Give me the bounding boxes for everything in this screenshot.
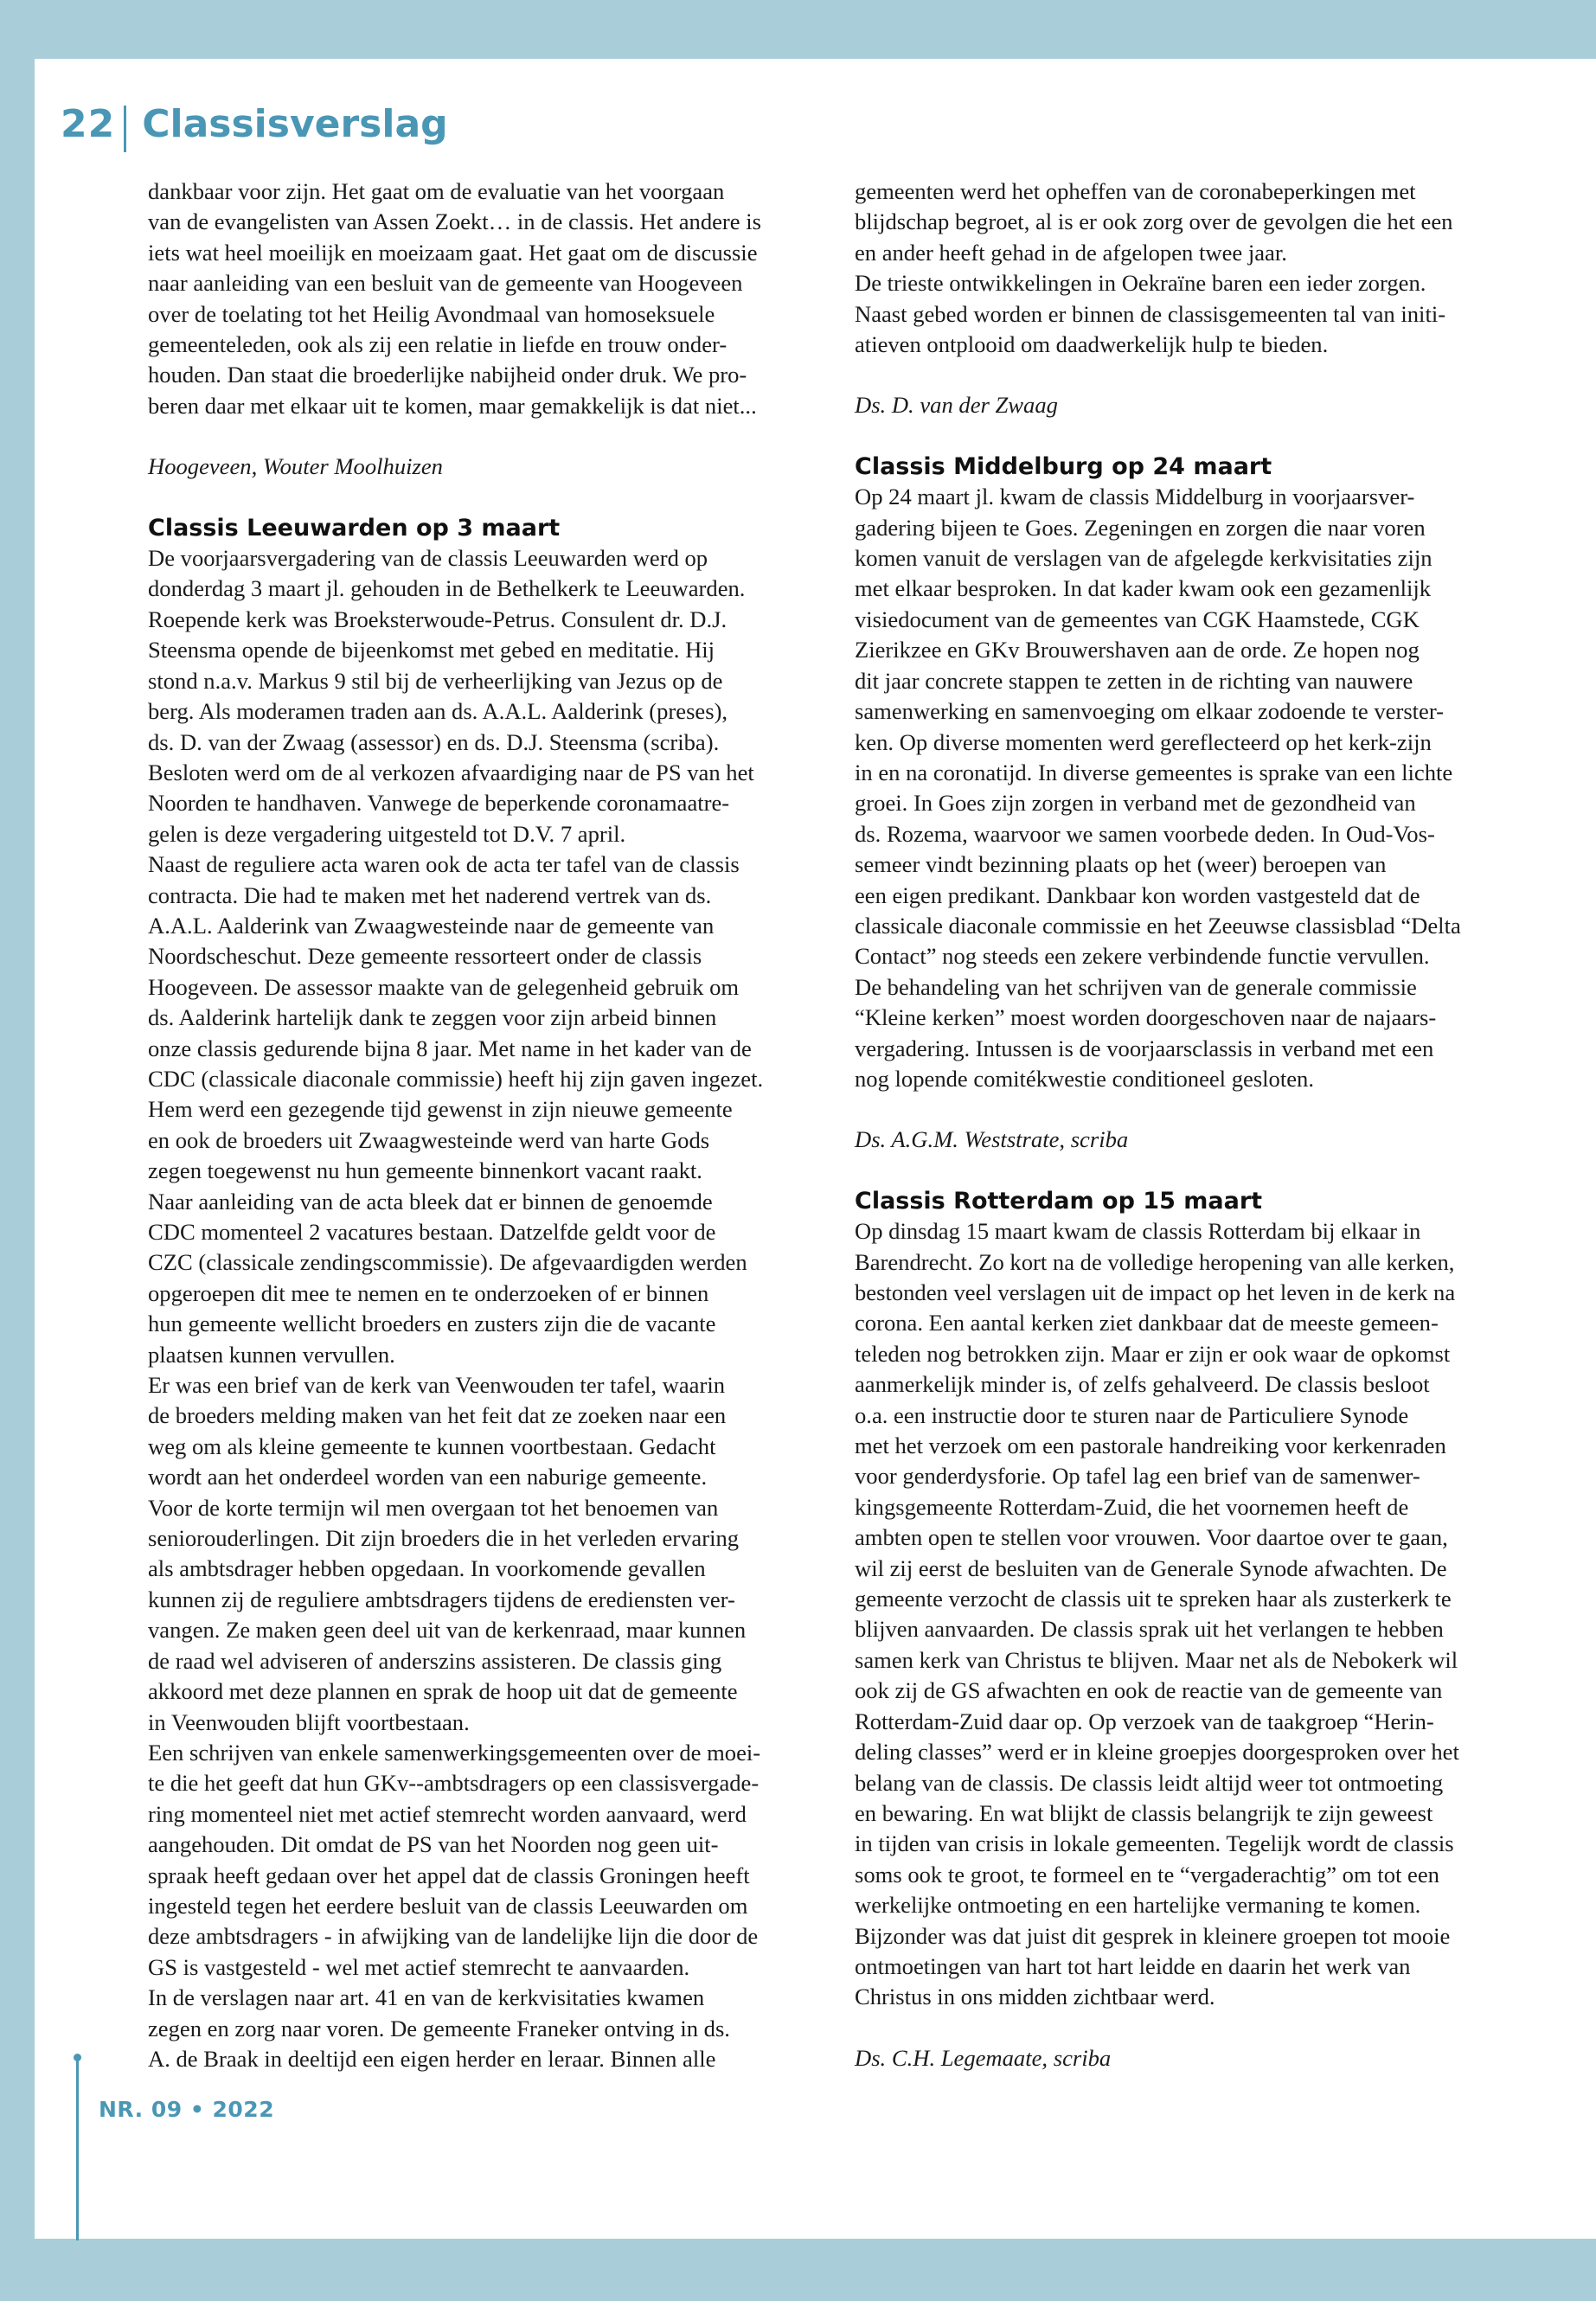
right-column [855, 176, 1514, 2104]
magazine-page [35, 59, 1596, 2239]
middelburg-heading: Classis Middelburg op 24 maart [855, 452, 1272, 480]
header-divider [124, 106, 126, 152]
page-number: 22 [61, 101, 116, 146]
issue-label: NR. 09 • 2022 [99, 2097, 275, 2122]
leeuwarden-heading: Classis Leeuwarden op 3 maart [148, 514, 561, 542]
rotterdam-text: Op dinsdag 15 maart kwam de classis Rotterdam bij elkaar in Barendrecht. Zo kort na de volledige heropening van alle kerken, bestonden veel verslagen uit de impact op het leven in de kerk na corona. Een aantal kerken ziet dankbaar dat de meeste gemeen- teleden nog betrokken zijn. Maar er zijn er ook waar de opkomst aanmerkelijk minder is, of zelfs gehalveerd. De classis besloot o.a. een instructie door te sturen naar de Particuliere Synode met het verzoek om een pastorale handreiking voor kerkenraden voor genderdysforie. Op tafel lag een brief van de samenwer- kingsgemeente Rotterdam-Zuid, die het voornemen heeft de ambten open te stellen voor vrouwen. Voor daartoe over te gaan, wil zij eerst de besluiten van de Generale Synode afwachten. De gemeente verzocht de classis uit te spreken haar als zusterkerk te blijven aanvaarden. De classis sprak uit het verlangen te hebben samen kerk van Christus te blijven. Maar net als de Nebokerk wil ook zij de GS afwachten en ook de reactie van de gemeente van Rotterdam-Zuid daar op. Op verzoek van de taakgroep “Herin- deling classes” werd er in kleine groepjes doorgesproken over het belang van de classis. De classis leidt altijd weer tot ontmoeting en bewaring. En wat blijkt de classis belangrijk te zijn geweest in tijden van crisis in lokale gemeenten. Tegelijk wordt de classis soms ook te groot, te formeel en te “vergaderachtig” om tot een werkelijke ontmoeting en een hartelijke vermaning te komen. Bijzonder was dat juist dit gesprek in kleinere groepen tot mooie ontmoetingen van hart tot hart leidde en daarin het werk van Christus in ons midden zichtbaar werd. [855, 1218, 1459, 2010]
intro-text: dankbaar voor zijn. Het gaat om de evaluatie van het voorgaan van de evangelisten van Assen Zoekt… in de classis. Het andere is iets wat heel moeilijk en moeizaam gaat. Het gaat om de discussie naar aanleiding van een besluit van de gemeente van Hoogeveen over de toelating tot het Heilig Avondmaal van homoseksuele gemeenteleden, ook als zij een relatie in liefde en trouw onder- houden. Dan staat die broederlijke nabijheid onder druk. We pro- beren daar met elkaar uit te komen, maar gemakkelijk is dat niet... [148, 178, 761, 419]
leeuwarden-signature: Ds. D. van der Zwaag [855, 392, 1058, 419]
middelburg-text: Op 24 maart jl. kwam de classis Middelburg in voorjaarsver- gadering bijeen te Goes. Zegeningen en zorgen die naar voren komen vanuit de verslagen van de afgelegde kerkvisitaties zijn met elkaar besproken. In dat kader kwam ook een gezamenlijk visiedocument van de gemeentes van CGK Haamstede, CGK Zierikzee en GKv Brouwershaven aan de orde. Ze hopen nog dit jaar concrete stappen te zetten in de richting van nauwere samenwerking en samenvoeging om elkaar zodoende te verster- ken. Op diverse momenten werd gereflecteerd op het kerk-zijn in en na coronatijd. In diverse gemeentes is sprake van een lichte groei. In Goes zijn zorgen in verband met de gezondheid van ds. Rozema, waarvoor we samen voorbede deden. In Oud-Vos- semeer vindt bezinning plaats op het (weer) beroepen van een eigen predikant. Dankbaar kon worden vastgesteld dat de classicale diaconale commissie en het Zeeuwse classisblad “Delta Contact” nog steeds een zekere verbindende functie vervullen. De behandeling van het schrijven van de generale commissie “Kleine kerken” moest worden doorgeschoven naar de najaars- vergadering. Intussen is de voorjaarsclassis in verband met een nog lopende comitékwestie conditioneel gesloten. [855, 484, 1461, 1092]
left-column [148, 176, 807, 2074]
page-header [61, 93, 448, 154]
rotterdam-heading: Classis Rotterdam op 15 maart [855, 1187, 1263, 1215]
leeuwarden-continued-text: gemeenten werd het opheffen van de coronabeperkingen met blijdschap begroet, al is er ook zorg over de gevolgen die het een en ander heeft gehad in de afgelopen twee jaar. De trieste ontwikkelingen in Oekraïne baren een ieder zorgen. Naast gebed worden er binnen de classisgemeenten tal van initi- atieven ontplooid om daadwerkelijk hulp te bieden. [855, 178, 1453, 358]
section-title: Classisverslag [142, 101, 448, 146]
leeuwarden-text: De voorjaarsvergadering van de classis Leeuwarden werd op donderdag 3 maart jl. gehouden in de Bethelkerk te Leeuwarden. Roepende kerk was Broeksterwoude-Petrus. Consulent dr. D.J. Steensma opende de bijeenkomst met gebed en meditatie. Hij stond n.a.v. Markus 9 stil bij de verheerlijking van Jezus op de berg. Als moderamen traden aan ds. A.A.L. Aalderink (preses), ds. D. van der Zwaag (assessor) en ds. D.J. Steensma (scriba). Besloten werd om de al verkozen afvaardiging naar de PS van het Noorden te handhaven. Vanwege de beperkende coronamaatre- gelen is deze vergadering uitgesteld tot D.V. 7 april. Naast de reguliere acta waren ook de acta ter tafel van de classis contracta. Die had te maken met het naderend vertrek van ds. A.A.L. Aalderink van Zwaagwesteinde naar de gemeente van Noordscheschut. Deze gemeente ressorteert onder de classis Hoogeveen. De assessor maakte van de gelegenheid gebruik om ds. Aalderink hartelijk dank te zeggen voor zijn arbeid binnen onze classis gedurende bijna 8 jaar. Met name in het kader van de CDC (classicale diaconale commissie) heeft hij zijn gaven ingezet. Hem werd een gezegende tijd gewenst in zijn nieuwe gemeente en ook de broeders uit Zwaagwesteinde werd van harte Gods zegen toegewenst nu hun gemeente binnenkort vacant raakt. Naar aanleiding van de acta bleek dat er binnen de genoemde CDC momenteel 2 vacatures bestaan. Datzelfde geldt voor de CZC (classicale zendingscommissie). De afgevaardigden werden opgeroepen dit mee te nemen en te onderzoeken of er binnen hun gemeente wellicht broeders en zusters zijn die de vacante plaatsen kunnen vervullen. Er was een brief van de kerk van Veenwouden ter tafel, waarin de broeders melding maken van het feit dat ze zoeken naar een weg om als kleine gemeente te kunnen voortbestaan. Gedacht wordt aan het onderdeel worden van een naburige gemeente. Voor de korte termijn wil men overgaan tot het benoemen van seniorouderlingen. Dit zijn broeders die in het verleden ervaring als ambtsdrager hebben opgedaan. In voorkomende gevallen kunnen zij de reguliere ambtsdragers tijdens de erediensten ver- vangen. Ze maken geen deel uit van de kerkenraad, maar kunnen de raad wel adviseren of anderszins assisteren. De classis ging akkoord met deze plannen en sprak de hoop uit dat de gemeente in Veenwouden blijft voortbestaan. Een schrijven van enkele samenwerkingsgemeenten over de moei- te die het geeft dat hun GKv--ambtsdragers op een classisvergade- ring momenteel niet met actief stemrecht worden aanvaard, werd aangehouden. Dit omdat de PS van het Noorden nog geen uit- spraak heeft gedaan over het appel dat de classis Groningen heeft ingesteld tegen het eerdere besluit van de classis Leeuwarden om deze ambtsdragers - in afwijking van de landelijke lijn die door de GS is vastgesteld - wel met actief stemrecht te aanvaarden. In de verslagen naar art. 41 en van de kerkvisitaties kwamen zegen en zorg naar voren. De gemeente Franeker ontving in ds. A. de Braak in deeltijd een eigen herder en leraar. Binnen alle [148, 545, 764, 2072]
footer-rule [76, 2059, 79, 2240]
rotterdam-signature: Ds. C.H. Legemaate, scriba [855, 2044, 1112, 2071]
middelburg-signature: Ds. A.G.M. Weststrate, scriba [855, 1126, 1129, 1153]
intro-signature: Hoogeveen, Wouter Moolhuizen [148, 453, 443, 480]
